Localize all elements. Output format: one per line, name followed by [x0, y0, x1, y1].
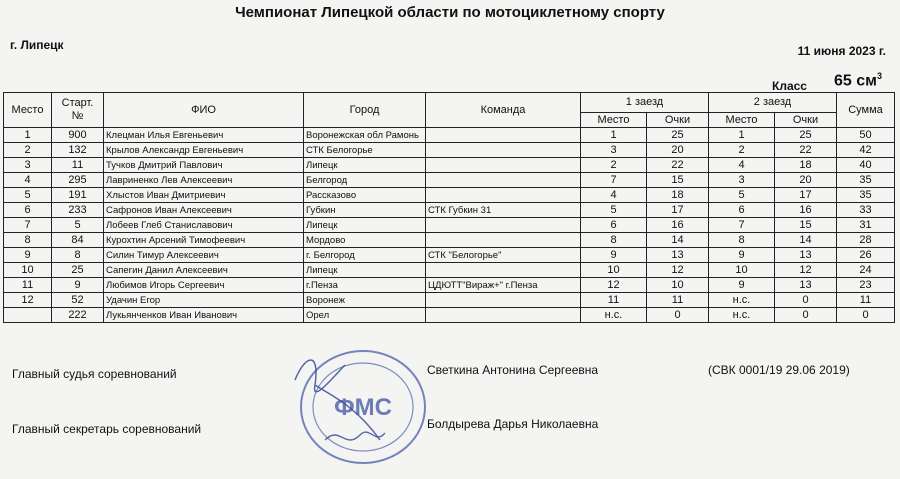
cell-place: 2 — [4, 143, 52, 158]
header-start-number — [52, 93, 104, 128]
cell-race2-place: 6 — [709, 203, 775, 218]
cell-sum: 35 — [837, 188, 895, 203]
cell-race1-points: 18 — [647, 188, 709, 203]
cell-race1-place: 1 — [581, 128, 647, 143]
cell-sum: 50 — [837, 128, 895, 143]
cell-team — [426, 128, 581, 143]
table-row — [4, 278, 895, 293]
header-place: Место — [4, 93, 52, 128]
cell-race2-place: 7 — [709, 218, 775, 233]
cell-race1-place: 7 — [581, 173, 647, 188]
cell-team — [426, 173, 581, 188]
cell-team — [426, 308, 581, 323]
cell-team — [426, 143, 581, 158]
cell-race2-place: 1 — [709, 128, 775, 143]
cell-start-number: 900 — [52, 128, 104, 143]
cell-race1-points: 13 — [647, 248, 709, 263]
document-title: Чемпионат Липецкой области по мотоциклетному спорту — [235, 4, 665, 21]
cell-sum: 33 — [837, 203, 895, 218]
cell-city: Воронежская обл Рамонь — [304, 128, 426, 143]
cell-city: Липецк — [304, 263, 426, 278]
cell-race1-points: 25 — [647, 128, 709, 143]
cell-name: Клецман Илья Евгеньевич — [104, 128, 304, 143]
cell-place: 3 — [4, 158, 52, 173]
cell-sum: 24 — [837, 263, 895, 278]
cell-race1-place: 2 — [581, 158, 647, 173]
official-stamp — [285, 345, 430, 475]
cell-race1-place: н.с. — [581, 308, 647, 323]
cell-race2-points: 16 — [775, 203, 837, 218]
chief-judge-certificate: (СВК 0001/19 29.06 2019) — [708, 363, 850, 377]
header-start-number-line2: № — [71, 110, 84, 122]
cell-race1-place: 5 — [581, 203, 647, 218]
cell-sum: 23 — [837, 278, 895, 293]
header-team: Команда — [426, 93, 581, 128]
table-row — [4, 128, 895, 143]
cell-race2-points: 17 — [775, 188, 837, 203]
cell-race2-place: н.с. — [709, 293, 775, 308]
cell-race1-points: 12 — [647, 263, 709, 278]
class-label: Класс — [772, 79, 807, 93]
table-row — [4, 143, 895, 158]
header-race1: 1 заезд — [581, 93, 709, 113]
cell-place: 5 — [4, 188, 52, 203]
cell-name: Лавриненко Лев Алексеевич — [104, 173, 304, 188]
cell-sum: 28 — [837, 233, 895, 248]
event-city: г. Липецк — [10, 38, 64, 52]
header-race1-points: Очки — [647, 113, 709, 128]
cell-race2-place: 9 — [709, 248, 775, 263]
results-table — [3, 92, 895, 323]
cell-start-number: 9 — [52, 278, 104, 293]
cell-team — [426, 158, 581, 173]
cell-sum: 0 — [837, 308, 895, 323]
header-name: ФИО — [104, 93, 304, 128]
chief-secretary-label: Главный секретарь соревнований — [12, 422, 202, 436]
cell-team: СТК Губкин 31 — [426, 203, 581, 218]
class-value — [834, 71, 882, 90]
cell-name: Сапегин Данил Алексеевич — [104, 263, 304, 278]
cell-place: 11 — [4, 278, 52, 293]
cell-name: Курохтин Арсений Тимофеевич — [104, 233, 304, 248]
cell-race2-points: 12 — [775, 263, 837, 278]
cell-start-number: 11 — [52, 158, 104, 173]
cell-team: ЦДЮТТ"Вираж+" г.Пенза — [426, 278, 581, 293]
secretary-signature-icon — [325, 432, 385, 440]
cell-start-number: 84 — [52, 233, 104, 248]
cell-place: 12 — [4, 293, 52, 308]
table-row — [4, 158, 895, 173]
cell-city: Мордово — [304, 233, 426, 248]
chief-secretary-name: Болдырева Дарья Николаевна — [427, 417, 599, 431]
cell-race2-place: н.с. — [709, 308, 775, 323]
cell-city: Губкин — [304, 203, 426, 218]
cell-race2-points: 25 — [775, 128, 837, 143]
cell-start-number: 191 — [52, 188, 104, 203]
cell-race2-place: 9 — [709, 278, 775, 293]
cell-race2-points: 13 — [775, 248, 837, 263]
table-row — [4, 308, 895, 323]
table-row — [4, 173, 895, 188]
cell-race2-points: 20 — [775, 173, 837, 188]
cell-race1-place: 8 — [581, 233, 647, 248]
cell-team: СТК "Белогорье" — [426, 248, 581, 263]
cell-race2-points: 13 — [775, 278, 837, 293]
cell-start-number: 295 — [52, 173, 104, 188]
cell-name: Силин Тимур Алексеевич — [104, 248, 304, 263]
cell-name: Любимов Игорь Сергеевич — [104, 278, 304, 293]
cell-race1-points: 17 — [647, 203, 709, 218]
cell-race1-points: 11 — [647, 293, 709, 308]
header-race2-points: Очки — [775, 113, 837, 128]
cell-team — [426, 188, 581, 203]
cell-race1-place: 4 — [581, 188, 647, 203]
cell-race2-place: 2 — [709, 143, 775, 158]
cell-city: г. Белгород — [304, 248, 426, 263]
cell-race1-points: 20 — [647, 143, 709, 158]
cell-name: Удачин Егор — [104, 293, 304, 308]
cell-race1-points: 10 — [647, 278, 709, 293]
cell-start-number: 222 — [52, 308, 104, 323]
cell-place — [4, 308, 52, 323]
cell-city: СТК Белогорье — [304, 143, 426, 158]
cell-start-number: 25 — [52, 263, 104, 278]
cell-start-number: 8 — [52, 248, 104, 263]
cell-start-number: 52 — [52, 293, 104, 308]
cell-sum: 42 — [837, 143, 895, 158]
cell-race1-place: 6 — [581, 218, 647, 233]
cell-sum: 40 — [837, 158, 895, 173]
cell-start-number: 132 — [52, 143, 104, 158]
cell-race1-points: 14 — [647, 233, 709, 248]
cell-name: Тучков Дмитрий Павлович — [104, 158, 304, 173]
cell-race2-points: 18 — [775, 158, 837, 173]
cell-race2-points: 22 — [775, 143, 837, 158]
table-row — [4, 293, 895, 308]
cell-sum: 26 — [837, 248, 895, 263]
cell-race2-place: 3 — [709, 173, 775, 188]
cell-place: 7 — [4, 218, 52, 233]
cell-race2-points: 14 — [775, 233, 837, 248]
cell-city: Воронеж — [304, 293, 426, 308]
chief-judge-name: Светкина Антонина Сергеевна — [427, 363, 599, 377]
table-row — [4, 233, 895, 248]
cell-place: 1 — [4, 128, 52, 143]
cell-race2-place: 8 — [709, 233, 775, 248]
cell-place: 8 — [4, 233, 52, 248]
header-race2: 2 заезд — [709, 93, 837, 113]
cell-team — [426, 263, 581, 278]
cell-name: Сафронов Иван Алексеевич — [104, 203, 304, 218]
table-row — [4, 263, 895, 278]
cell-race2-points: 15 — [775, 218, 837, 233]
cell-race1-points: 15 — [647, 173, 709, 188]
header-start-number-line1: Старт. — [61, 97, 94, 109]
cell-race1-place: 11 — [581, 293, 647, 308]
cell-race2-place: 10 — [709, 263, 775, 278]
cell-name: Хлыстов Иван Дмитриевич — [104, 188, 304, 203]
cell-race1-place: 10 — [581, 263, 647, 278]
cell-city: г.Пенза — [304, 278, 426, 293]
cell-race1-points: 22 — [647, 158, 709, 173]
cell-name: Лобеев Глеб Станиславович — [104, 218, 304, 233]
table-row — [4, 218, 895, 233]
cell-place: 4 — [4, 173, 52, 188]
cell-race2-place: 4 — [709, 158, 775, 173]
table-row — [4, 188, 895, 203]
cell-city: Липецк — [304, 218, 426, 233]
cell-place: 9 — [4, 248, 52, 263]
cell-race2-points: 0 — [775, 293, 837, 308]
table-row — [4, 248, 895, 263]
cell-sum: 11 — [837, 293, 895, 308]
cell-city: Липецк — [304, 158, 426, 173]
header-race2-place: Место — [709, 113, 775, 128]
cell-race1-place: 9 — [581, 248, 647, 263]
chief-judge-label: Главный судья соревнований — [12, 367, 177, 381]
cell-sum: 31 — [837, 218, 895, 233]
cell-city: Белгород — [304, 173, 426, 188]
cell-race1-place: 12 — [581, 278, 647, 293]
cell-name: Лукьянченков Иван Иванович — [104, 308, 304, 323]
cell-race1-points: 0 — [647, 308, 709, 323]
cell-race1-points: 16 — [647, 218, 709, 233]
cell-race2-points: 0 — [775, 308, 837, 323]
table-row — [4, 203, 895, 218]
stamp-text: ФМС — [334, 394, 392, 421]
cell-start-number: 5 — [52, 218, 104, 233]
cell-team — [426, 293, 581, 308]
cell-team — [426, 218, 581, 233]
cell-place: 6 — [4, 203, 52, 218]
class-value-superscript: 3 — [876, 71, 882, 81]
event-date: 11 июня 2023 г. — [797, 44, 886, 58]
cell-sum: 35 — [837, 173, 895, 188]
cell-team — [426, 233, 581, 248]
cell-start-number: 233 — [52, 203, 104, 218]
header-race1-place: Место — [581, 113, 647, 128]
cell-race2-place: 5 — [709, 188, 775, 203]
cell-name: Крылов Александр Евгеньевич — [104, 143, 304, 158]
header-sum: Сумма — [837, 93, 895, 128]
cell-city: Рассказово — [304, 188, 426, 203]
cell-race1-place: 3 — [581, 143, 647, 158]
cell-place: 10 — [4, 263, 52, 278]
header-city: Город — [304, 93, 426, 128]
cell-city: Орел — [304, 308, 426, 323]
class-value-text: 65 см — [834, 72, 877, 90]
